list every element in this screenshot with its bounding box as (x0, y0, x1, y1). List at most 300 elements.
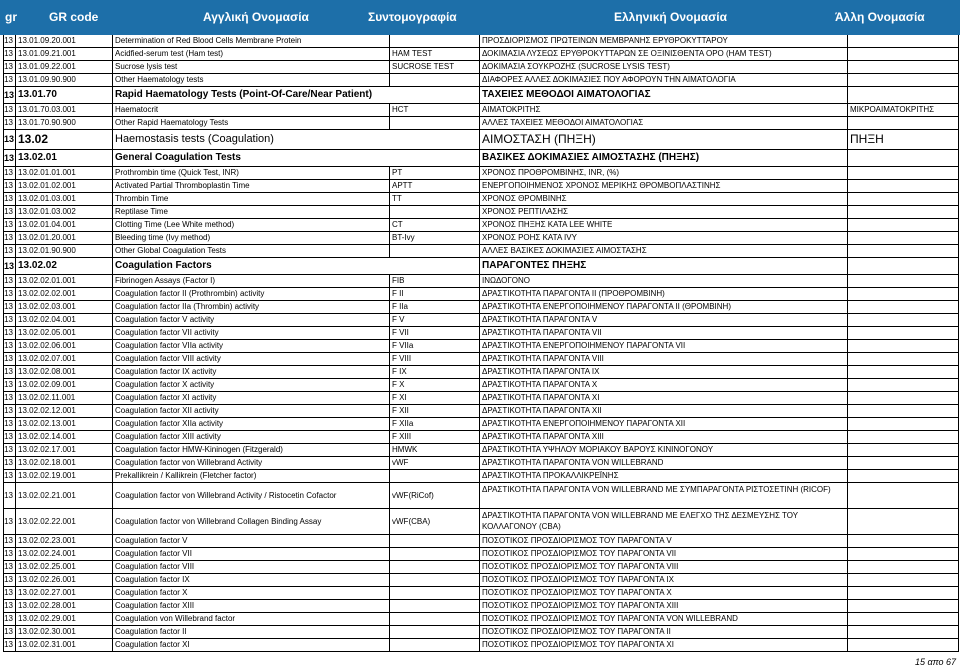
row-greek-name: ΙΝΩΔΟΓΟΝΟ (480, 275, 848, 287)
row-abbreviation: vWF(CBA) (390, 509, 480, 534)
row-abbreviation: F XI (390, 392, 480, 404)
row-english-name: Coagulation factor VIII activity (113, 353, 390, 365)
row-greek-name: ΠΟΣΟΤΙΚΟΣ ΠΡΟΣΔΙΟΡΙΣΜΟΣ ΤΟΥ ΠΑΡΑΓΟΝΤΑ IX (480, 574, 848, 586)
row-english-name: Other Global Coagulation Tests (113, 245, 390, 257)
table-row (4, 353, 959, 366)
row-other-name (848, 600, 959, 612)
row-greek-name: ΠΑΡΑΓΟΝΤΕΣ ΠΗΞΗΣ (480, 258, 848, 274)
row-english-name: Determination of Red Blood Cells Membrane Protein (113, 35, 390, 47)
row-abbreviation (390, 117, 480, 129)
row-greek-name: ΔΡΑΣΤΙΚΟΤΗΤΑ ΠΑΡΑΓΟΝΤΑ V (480, 314, 848, 326)
row-greek-name: ΔΡΑΣΤΙΚΟΤΗΤΑ ΠΑΡΑΓΟΝΤΑ XIII (480, 431, 848, 443)
row-abbreviation: F XII (390, 405, 480, 417)
row-greek-name: ΔΡΑΣΤΙΚΟΤΗΤΑ ΠΑΡΑΓΟΝΤΑ Χ (480, 379, 848, 391)
header-gr: gr (5, 10, 17, 24)
row-other-name (848, 561, 959, 573)
row-abbreviation: APTT (390, 180, 480, 192)
row-abbreviation: FIB (390, 275, 480, 287)
row-greek-name: ΔΡΑΣΤΙΚΟΤΗΤΑ ΥΨΗΛΟΥ ΜΟΡΙΑΚΟΥ ΒΑΡΟΥΣ ΚΙΝΙΝΟΓΟΝΟΥ (480, 444, 848, 456)
row-greek-name: ΧΡΟΝΟΣ ΡΟΗΣ ΚΑΤΑ IVY (480, 232, 848, 244)
row-abbreviation: HCT (390, 104, 480, 116)
row-english-name: Sucrose lysis test (113, 61, 390, 73)
row-other-name (848, 219, 959, 231)
code-table (3, 35, 959, 652)
row-english-name: Other Haematology tests (113, 74, 390, 86)
row-abbreviation: HMWK (390, 444, 480, 456)
row-code: 13.02.02.27.001 (16, 587, 113, 599)
row-greek-name: ΔΡΑΣΤΙΚΟΤΗΤΑ ΠΑΡΑΓΟΝΤΑ VII (480, 327, 848, 339)
row-abbreviation: BT-Ivy (390, 232, 480, 244)
row-abbreviation (390, 548, 480, 560)
row-group: 13 (4, 444, 16, 456)
row-abbreviation: F X (390, 379, 480, 391)
header-other-name: Άλλη Ονομασία (835, 10, 925, 24)
row-abbreviation (390, 535, 480, 547)
row-code: 13.02.02.01.001 (16, 275, 113, 287)
row-other-name (848, 457, 959, 469)
row-other-name (848, 509, 959, 534)
row-other-name (848, 574, 959, 586)
section-heading-row (4, 258, 959, 275)
table-row (4, 245, 959, 258)
row-greek-name: ΑΙΜΟΣΤΑΣΗ (ΠΗΞΗ) (480, 130, 848, 149)
row-english-name: Coagulation factor X (113, 587, 390, 599)
table-row (4, 613, 959, 626)
row-english-name: Other Rapid Haematology Tests (113, 117, 390, 129)
row-group: 13 (4, 48, 16, 60)
table-row (4, 509, 959, 535)
table-row (4, 392, 959, 405)
row-greek-name: ΕΝΕΡΓΟΠΟΙΗΜΕΝΟΣ ΧΡΟΝΟΣ ΜΕΡΙΚΗΣ ΘΡΟΜΒΟΠΛΑΣΤΙΝΗΣ (480, 180, 848, 192)
row-code: 13.02.01.01.001 (16, 167, 113, 179)
row-abbreviation (390, 561, 480, 573)
row-abbreviation (390, 587, 480, 599)
row-other-name (848, 245, 959, 257)
table-row (4, 431, 959, 444)
row-abbreviation: vWF(RiCof) (390, 483, 480, 508)
row-english-name: Reptilase Time (113, 206, 390, 218)
row-other-name (848, 180, 959, 192)
table-row (4, 405, 959, 418)
row-greek-name: ΠΟΣΟΤΙΚΟΣ ΠΡΟΣΔΙΟΡΙΣΜΟΣ ΤΟΥ ΠΑΡΑΓΟΝΤΑ V (480, 535, 848, 547)
row-greek-name: ΑΛΛΕΣ ΤΑΧΕΙΕΣ ΜΕΘΟΔΟΙ ΑΙΜΑΤΟΛΟΓΙΑΣ (480, 117, 848, 129)
row-group: 13 (4, 535, 16, 547)
table-row (4, 574, 959, 587)
table-row (4, 288, 959, 301)
row-english-name: Coagulation factor HMW-Kininogen (Fitzgerald) (113, 444, 390, 456)
row-group: 13 (4, 353, 16, 365)
row-code: 13.02.02.02.001 (16, 288, 113, 300)
row-english-name: Coagulation factor II (113, 626, 390, 638)
row-greek-name: ΔΡΑΣΤΙΚΟΤΗΤΑ ΠΑΡΑΓΟΝΤΑ IX (480, 366, 848, 378)
row-group: 13 (4, 418, 16, 430)
table-row (4, 180, 959, 193)
table-row (4, 561, 959, 574)
row-english-name: Coagulation factor von Willebrand Collagen Binding Assay (113, 509, 390, 534)
row-english-name: Rapid Haematology Tests (Point-Of-Care/Near Patient) (113, 87, 480, 103)
row-english-name: Acidfied-serum test (Ham test) (113, 48, 390, 60)
row-other-name (848, 232, 959, 244)
row-other-name (848, 483, 959, 508)
table-row (4, 206, 959, 219)
row-group: 13 (4, 301, 16, 313)
table-row (4, 314, 959, 327)
row-abbreviation: F IIa (390, 301, 480, 313)
row-abbreviation: F VIIa (390, 340, 480, 352)
row-english-name: Coagulation factor IX activity (113, 366, 390, 378)
row-abbreviation (390, 470, 480, 482)
row-english-name: Fibrinogen Assays (Factor I) (113, 275, 390, 287)
row-abbreviation: F XIIa (390, 418, 480, 430)
row-other-name (848, 626, 959, 638)
row-code: 13.02.02.23.001 (16, 535, 113, 547)
header-abbreviation: Συντομογραφία (368, 10, 457, 24)
table-row (4, 483, 959, 509)
row-group: 13 (4, 340, 16, 352)
row-greek-name: ΔΡΑΣΤΙΚΟΤΗΤΑ ΠΑΡΑΓΟΝΤΑ VIII (480, 353, 848, 365)
row-group: 13 (4, 470, 16, 482)
row-english-name: General Coagulation Tests (113, 150, 480, 166)
row-greek-name: ΔΟΚΙΜΑΣΙΑ ΣΟΥΚΡΟΖΗΣ (SUCROSE LYSIS TEST) (480, 61, 848, 73)
row-code: 13.02.01.04.001 (16, 219, 113, 231)
row-group: 13 (4, 193, 16, 205)
row-english-name: Coagulation factor II (Prothrombin) activity (113, 288, 390, 300)
table-row (4, 61, 959, 74)
row-code: 13.02.02.26.001 (16, 574, 113, 586)
row-english-name: Activated Partial Thromboplastin Time (113, 180, 390, 192)
row-greek-name: ΠΟΣΟΤΙΚΟΣ ΠΡΟΣΔΙΟΡΙΣΜΟΣ ΤΟΥ ΠΑΡΑΓΟΝΤΑ VIII (480, 561, 848, 573)
section-heading-row (4, 130, 959, 150)
row-greek-name: ΠΟΣΟΤΙΚΟΣ ΠΡΟΣΔΙΟΡΙΣΜΟΣ ΤΟΥ ΠΑΡΑΓΟΝΤΑ VII (480, 548, 848, 560)
table-row (4, 301, 959, 314)
row-other-name (848, 35, 959, 47)
row-group: 13 (4, 35, 16, 47)
row-other-name (848, 150, 959, 166)
row-greek-name: ΔΡΑΣΤΙΚΟΤΗΤΑ ΠΡΟΚΑΛΛΙΚΡΕΪΝΗΣ (480, 470, 848, 482)
row-other-name (848, 392, 959, 404)
row-other-name (848, 639, 959, 651)
row-greek-name: ΤΑΧΕΙΕΣ ΜΕΘΟΔΟΙ ΑΙΜΑΤΟΛΟΓΙΑΣ (480, 87, 848, 103)
row-group: 13 (4, 87, 16, 103)
row-english-name: Coagulation factor V (113, 535, 390, 547)
row-greek-name: ΠΟΣΟΤΙΚΟΣ ΠΡΟΣΔΙΟΡΙΣΜΟΣ ΤΟΥ ΠΑΡΑΓΟΝΤΑ Χ (480, 587, 848, 599)
row-greek-name: ΔΡΑΣΤΙΚΟΤΗΤΑ ΠΑΡΑΓΟΝΤΑ XII (480, 405, 848, 417)
row-english-name: Coagulation factor XIII activity (113, 431, 390, 443)
row-other-name (848, 288, 959, 300)
row-english-name: Prekallikrein / Kallikrein (Fletcher factor) (113, 470, 390, 482)
row-other-name: ΠΗΞΗ (848, 130, 959, 149)
row-abbreviation: SUCROSE TEST (390, 61, 480, 73)
table-row (4, 275, 959, 288)
row-other-name (848, 418, 959, 430)
table-row (4, 457, 959, 470)
row-other-name (848, 587, 959, 599)
table-row (4, 35, 959, 48)
row-abbreviation (390, 74, 480, 86)
table-row (4, 626, 959, 639)
row-code: 13.01.09.90.900 (16, 74, 113, 86)
row-other-name (848, 379, 959, 391)
table-row (4, 470, 959, 483)
row-code: 13.01.09.21.001 (16, 48, 113, 60)
row-code: 13.02.02.05.001 (16, 327, 113, 339)
row-greek-name: ΑΛΛΕΣ ΒΑΣΙΚΕΣ ΔΟΚΙΜΑΣΙΕΣ ΑΙΜΟΣΤΑΣΗΣ (480, 245, 848, 257)
row-other-name (848, 353, 959, 365)
row-group: 13 (4, 587, 16, 599)
row-group: 13 (4, 275, 16, 287)
row-code: 13.01.70.90.900 (16, 117, 113, 129)
row-other-name (848, 275, 959, 287)
row-group: 13 (4, 61, 16, 73)
row-code: 13.02.02 (16, 258, 113, 274)
row-abbreviation: F V (390, 314, 480, 326)
row-english-name: Coagulation factor XIII (113, 600, 390, 612)
row-group: 13 (4, 509, 16, 534)
row-code: 13.02.02.06.001 (16, 340, 113, 352)
row-code: 13.02.02.19.001 (16, 470, 113, 482)
row-greek-name: ΔΡΑΣΤΙΚΟΤΗΤΑ ΕΝΕΡΓΟΠΟΙΗΜΕΝΟΥ ΠΑΡΑΓΟΝΤΑ VII (480, 340, 848, 352)
table-row (4, 444, 959, 457)
row-english-name: Coagulation factor XIIa activity (113, 418, 390, 430)
section-heading-row (4, 87, 959, 104)
row-greek-name: ΔΡΑΣΤΙΚΟΤΗΤΑ ΕΝΕΡΓΟΠΟΙΗΜΕΝΟΥ ΠΑΡΑΓΟΝΤΑ II (ΘΡΟΜΒΙΝΗ) (480, 301, 848, 313)
row-group: 13 (4, 258, 16, 274)
row-english-name: Coagulation factor XI (113, 639, 390, 651)
row-english-name: Coagulation factor VII (113, 548, 390, 560)
row-other-name (848, 258, 959, 274)
row-english-name: Coagulation factor V activity (113, 314, 390, 326)
row-abbreviation: TT (390, 193, 480, 205)
row-other-name (848, 301, 959, 313)
row-code: 13.02.02.07.001 (16, 353, 113, 365)
row-other-name (848, 167, 959, 179)
row-greek-name: ΧΡΟΝΟΣ ΠΗΞΗΣ ΚΑΤΑ LEE WHITE (480, 219, 848, 231)
row-other-name (848, 548, 959, 560)
table-row (4, 219, 959, 232)
row-abbreviation: PT (390, 167, 480, 179)
row-code: 13.02.02.14.001 (16, 431, 113, 443)
row-group: 13 (4, 327, 16, 339)
row-code: 13.02.02.31.001 (16, 639, 113, 651)
row-other-name (848, 535, 959, 547)
row-abbreviation (390, 245, 480, 257)
row-other-name (848, 314, 959, 326)
row-code: 13.01.09.20.001 (16, 35, 113, 47)
header-english-label: Αγγλική Ονομασία (203, 10, 309, 24)
row-group: 13 (4, 561, 16, 573)
section-heading-row (4, 150, 959, 167)
row-english-name: Coagulation factor XI activity (113, 392, 390, 404)
row-code: 13.02.02.09.001 (16, 379, 113, 391)
row-abbreviation (390, 600, 480, 612)
row-greek-name: ΠΡΟΣΔΙΟΡΙΣΜΟΣ ΠΡΩΤΕΙΝΩΝ ΜΕΜΒΡΑΝΗΣ ΕΡΥΘΡΟΚΥΤΤΑΡΟΥ (480, 35, 848, 47)
row-group: 13 (4, 232, 16, 244)
row-code: 13.02.02.11.001 (16, 392, 113, 404)
row-abbreviation: vWF (390, 457, 480, 469)
row-group: 13 (4, 130, 16, 149)
row-group: 13 (4, 150, 16, 166)
row-group: 13 (4, 219, 16, 231)
row-english-name: Prothrombin time (Quick Test, INR) (113, 167, 390, 179)
table-row (4, 74, 959, 87)
table-row (4, 535, 959, 548)
table-row (4, 193, 959, 206)
header-gr-code: GR code (49, 10, 99, 24)
row-greek-name: ΒΑΣΙΚΕΣ ΔΟΚΙΜΑΣΙΕΣ ΑΙΜΟΣΤΑΣΗΣ (ΠΗΞΗΣ) (480, 150, 848, 166)
row-other-name (848, 405, 959, 417)
row-other-name (848, 206, 959, 218)
table-row (4, 117, 959, 130)
table-row (4, 639, 959, 652)
row-english-name: Haemostasis tests (Coagulation) (113, 130, 480, 149)
row-english-name: Coagulation factor XII activity (113, 405, 390, 417)
row-greek-name: ΠΟΣΟΤΙΚΟΣ ΠΡΟΣΔΙΟΡΙΣΜΟΣ ΤΟΥ ΠΑΡΑΓΟΝΤΑ XIII (480, 600, 848, 612)
row-english-name: Coagulation factor VIIa activity (113, 340, 390, 352)
table-row (4, 379, 959, 392)
row-group: 13 (4, 392, 16, 404)
row-abbreviation (390, 626, 480, 638)
row-greek-name: ΑΙΜΑΤΟΚΡΙΤΗΣ (480, 104, 848, 116)
row-other-name (848, 366, 959, 378)
row-english-name: Coagulation factor X activity (113, 379, 390, 391)
row-group: 13 (4, 366, 16, 378)
row-code: 13.02.02.18.001 (16, 457, 113, 469)
page-number: 15 απο 67 (914, 657, 956, 667)
row-code: 13.02.02.25.001 (16, 561, 113, 573)
row-group: 13 (4, 483, 16, 508)
row-code: 13.01.70.03.001 (16, 104, 113, 116)
row-group: 13 (4, 548, 16, 560)
row-group: 13 (4, 431, 16, 443)
row-code: 13.02.02.24.001 (16, 548, 113, 560)
header-greek-label: Ελληνική Ονομασία (614, 10, 728, 24)
table-header (0, 0, 960, 35)
row-english-name: Coagulation factor VII activity (113, 327, 390, 339)
row-english-name: Clotting Time (Lee White method) (113, 219, 390, 231)
row-group: 13 (4, 626, 16, 638)
row-greek-name: ΔΟΚΙΜΑΣΙΑ ΛΥΣΕΩΣ ΕΡΥΘΡΟΚΥΤΤΑΡΩΝ ΣΕ ΟΞΙΝΙΣΘΕΝΤΑ ΟΡΟ (HAM TEST) (480, 48, 848, 60)
row-group: 13 (4, 639, 16, 651)
table-row (4, 167, 959, 180)
row-greek-name: ΔΡΑΣΤΙΚΟΤΗΤΑ ΕΝΕΡΓΟΠΟΙΗΜΕΝΟΥ ΠΑΡΑΓΟΝΤΑ XII (480, 418, 848, 430)
row-other-name (848, 431, 959, 443)
row-other-name (848, 87, 959, 103)
row-group: 13 (4, 457, 16, 469)
row-group: 13 (4, 167, 16, 179)
row-code: 13.02.02.03.001 (16, 301, 113, 313)
row-group: 13 (4, 405, 16, 417)
row-group: 13 (4, 206, 16, 218)
row-abbreviation: HAM TEST (390, 48, 480, 60)
table-row (4, 48, 959, 61)
row-other-name (848, 444, 959, 456)
row-code: 13.02.02.12.001 (16, 405, 113, 417)
row-code: 13.02.01.03.002 (16, 206, 113, 218)
row-code: 13.02 (16, 130, 113, 149)
row-english-name: Coagulation Factors (113, 258, 480, 274)
row-code: 13.02.01.90.900 (16, 245, 113, 257)
row-greek-name: ΔΡΑΣΤΙΚΟΤΗΤΑ ΠΑΡΑΓΟΝΤΑ VON WILLEBRAND ΜΕ ΣΥΜΠΑΡΑΓΟΝΤΑ ΡΙΣΤΟΣΕΤΙΝΗ (RICOF) (480, 483, 848, 508)
row-code: 13.02.01 (16, 150, 113, 166)
row-other-name (848, 61, 959, 73)
row-code: 13.02.02.17.001 (16, 444, 113, 456)
row-code: 13.02.02.21.001 (16, 483, 113, 508)
row-code: 13.02.02.22.001 (16, 509, 113, 534)
row-greek-name: ΧΡΟΝΟΣ ΠΡΟΘΡΟΜΒΙΝΗΣ, INR, (%) (480, 167, 848, 179)
row-group: 13 (4, 288, 16, 300)
row-other-name (848, 74, 959, 86)
table-row (4, 232, 959, 245)
row-code: 13.02.01.02.001 (16, 180, 113, 192)
table-row (4, 327, 959, 340)
row-group: 13 (4, 379, 16, 391)
row-abbreviation (390, 613, 480, 625)
row-greek-name: ΠΟΣΟΤΙΚΟΣ ΠΡΟΣΔΙΟΡΙΣΜΟΣ ΤΟΥ ΠΑΡΑΓΟΝΤΑ VON WILLEBRAND (480, 613, 848, 625)
row-abbreviation: F XIII (390, 431, 480, 443)
row-other-name (848, 470, 959, 482)
row-greek-name: ΔΡΑΣΤΙΚΟΤΗΤΑ ΠΑΡΑΓΟΝΤΑ VON WILLEBRAND (480, 457, 848, 469)
row-code: 13.02.02.08.001 (16, 366, 113, 378)
row-group: 13 (4, 600, 16, 612)
row-code: 13.01.09.22.001 (16, 61, 113, 73)
row-code: 13.02.02.13.001 (16, 418, 113, 430)
row-english-name: Bleeding time (Ivy method) (113, 232, 390, 244)
table-row (4, 104, 959, 117)
row-english-name: Coagulation factor IIa (Thrombin) activity (113, 301, 390, 313)
row-abbreviation: F VIII (390, 353, 480, 365)
row-abbreviation (390, 35, 480, 47)
row-other-name (848, 613, 959, 625)
row-abbreviation (390, 639, 480, 651)
row-english-name: Coagulation factor von Willebrand Activity (113, 457, 390, 469)
row-english-name: Coagulation factor IX (113, 574, 390, 586)
row-english-name: Thrombin Time (113, 193, 390, 205)
row-other-name (848, 48, 959, 60)
row-code: 13.02.01.20.001 (16, 232, 113, 244)
row-code: 13.02.01.03.001 (16, 193, 113, 205)
row-english-name: Coagulation factor von Willebrand Activity / Ristocetin Cofactor (113, 483, 390, 508)
row-group: 13 (4, 180, 16, 192)
table-row (4, 340, 959, 353)
row-code: 13.01.70 (16, 87, 113, 103)
row-abbreviation (390, 206, 480, 218)
row-greek-name: ΔΡΑΣΤΙΚΟΤΗΤΑ ΠΑΡΑΓΟΝΤΑ XI (480, 392, 848, 404)
row-greek-name: ΔΙΑΦΟΡΕΣ ΑΛΛΕΣ ΔΟΚΙΜΑΣΙΕΣ ΠΟΥ ΑΦΟΡΟΥΝ ΤΗΝ ΑΙΜΑΤΟΛΟΓΙΑ (480, 74, 848, 86)
row-other-name: ΜΙΚΡΟΑΙΜΑΤΟΚΡΙΤΗΣ (848, 104, 959, 116)
row-group: 13 (4, 574, 16, 586)
row-code: 13.02.02.28.001 (16, 600, 113, 612)
row-abbreviation (390, 574, 480, 586)
row-greek-name: ΔΡΑΣΤΙΚΟΤΗΤΑ ΠΑΡΑΓΟΝΤΑ II (ΠΡΟΘΡΟΜΒΙΝΗ) (480, 288, 848, 300)
row-english-name: Haematocrit (113, 104, 390, 116)
row-group: 13 (4, 245, 16, 257)
row-abbreviation: CT (390, 219, 480, 231)
row-english-name: Coagulation von Willebrand factor (113, 613, 390, 625)
row-group: 13 (4, 74, 16, 86)
row-english-name: Coagulation factor VIII (113, 561, 390, 573)
row-abbreviation: F II (390, 288, 480, 300)
row-greek-name: ΠΟΣΟΤΙΚΟΣ ΠΡΟΣΔΙΟΡΙΣΜΟΣ ΤΟΥ ΠΑΡΑΓΟΝΤΑ XI (480, 639, 848, 651)
table-row (4, 366, 959, 379)
row-greek-name: ΧΡΟΝΟΣ ΘΡΟΜΒΙΝΗΣ (480, 193, 848, 205)
row-other-name (848, 340, 959, 352)
row-abbreviation: F VII (390, 327, 480, 339)
row-abbreviation: F IX (390, 366, 480, 378)
table-row (4, 418, 959, 431)
row-group: 13 (4, 104, 16, 116)
table-row (4, 548, 959, 561)
row-code: 13.02.02.04.001 (16, 314, 113, 326)
